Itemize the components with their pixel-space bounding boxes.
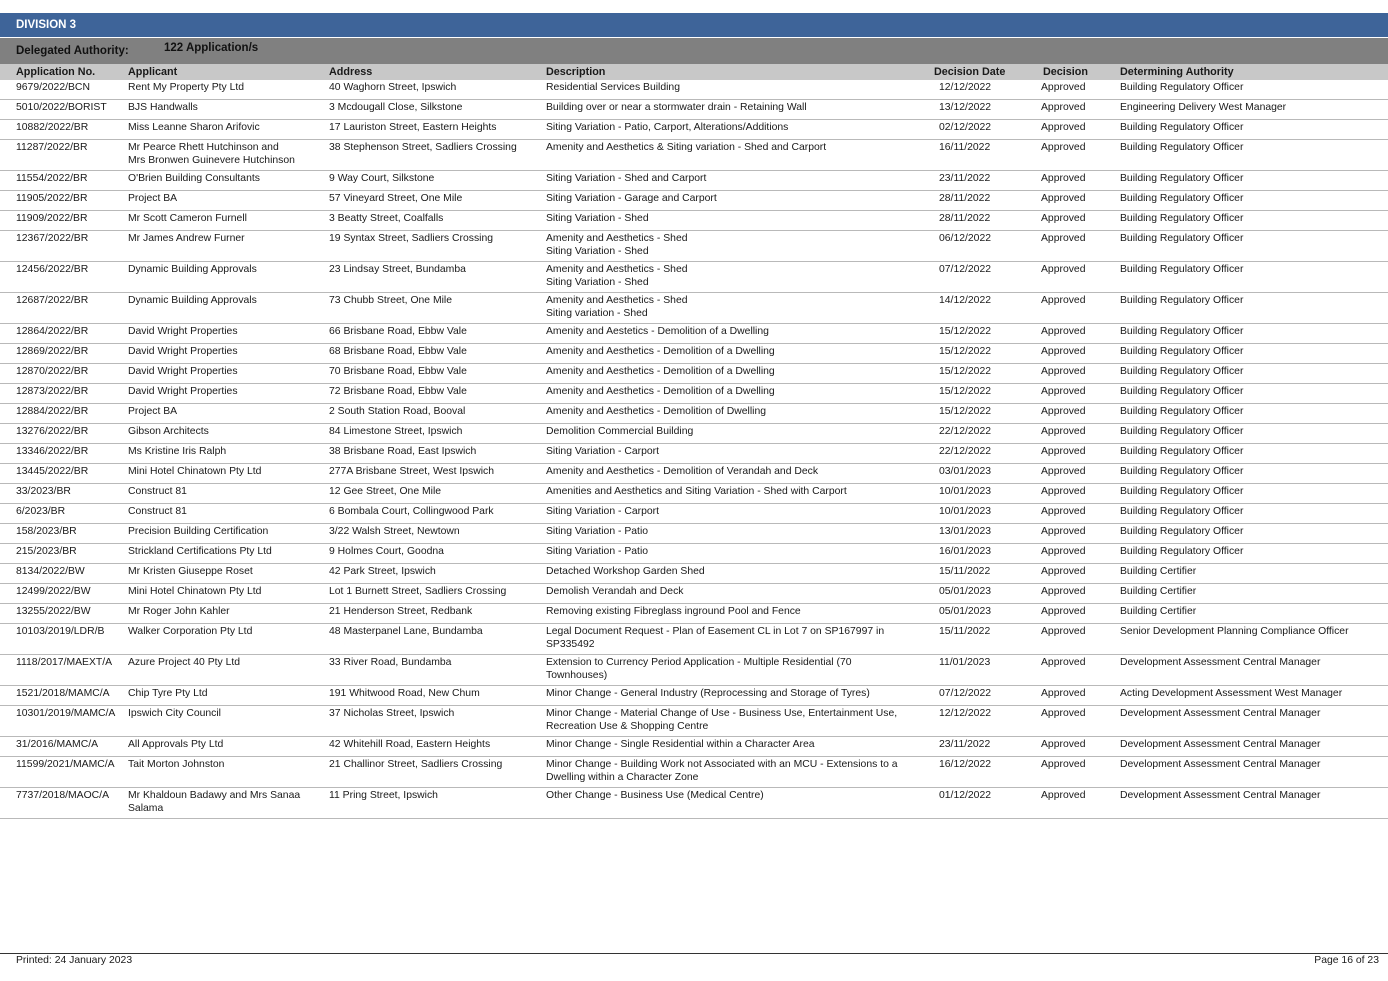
cell-address: 3 Mcdougall Close, Silkstone (329, 102, 463, 113)
cell-description: Siting Variation - Patio (546, 526, 649, 537)
cell-description: Siting Variation - Patio (546, 546, 649, 557)
cell-applicant: Gibson Architects (128, 426, 209, 437)
cell-application-no: 13255/2022/BW (16, 606, 91, 617)
cell-decision-date: 16/01/2023 (939, 546, 992, 557)
cell-application-no: 10103/2019/LDR/B (16, 626, 105, 637)
table-row (0, 404, 1388, 424)
cell-address: 73 Chubb Street, One Mile (329, 295, 453, 306)
cell-application-no: 5010/2022/BORIST (16, 102, 107, 113)
cell-description: Extension to Currency Period Application - Multiple Residential (70 Townhouses) (546, 657, 852, 681)
cell-applicant: Precision Building Certification (128, 526, 269, 537)
cell-decision: Approved (1041, 386, 1086, 397)
table-row (0, 100, 1388, 120)
cell-decision: Approved (1041, 233, 1086, 244)
table-row (0, 424, 1388, 444)
cell-applicant: BJS Handwalls (128, 102, 198, 113)
cell-address: 19 Syntax Street, Sadliers Crossing (329, 233, 494, 244)
cell-application-no: 13276/2022/BR (16, 426, 89, 437)
cell-determining-authority: Building Regulatory Officer (1120, 526, 1244, 537)
table-row (0, 524, 1388, 544)
cell-applicant: Miss Leanne Sharon Arifovic (128, 122, 260, 133)
cell-determining-authority: Building Certifier (1120, 586, 1197, 597)
cell-decision-date: 10/01/2023 (939, 506, 992, 517)
cell-decision: Approved (1041, 326, 1086, 337)
cell-determining-authority: Building Regulatory Officer (1120, 213, 1244, 224)
cell-description: Amenity and Aesthetics - Demolition of Dwelling (546, 406, 767, 417)
cell-decision: Approved (1041, 406, 1086, 417)
table-row (0, 737, 1388, 757)
cell-address: 9 Way Court, Silkstone (329, 173, 435, 184)
cell-description: Siting Variation - Carport (546, 506, 659, 517)
cell-description: Amenity and Aesthetics - Shed Siting Variation - Shed (546, 264, 688, 288)
footer-divider (0, 953, 1388, 954)
table-row (0, 364, 1388, 384)
table-row (0, 564, 1388, 584)
table-row (0, 191, 1388, 211)
cell-decision: Approved (1041, 790, 1086, 801)
cell-determining-authority: Building Regulatory Officer (1120, 386, 1244, 397)
cell-applicant: Strickland Certifications Pty Ltd (128, 546, 272, 557)
cell-application-no: 11909/2022/BR (16, 213, 88, 224)
page-number: Page 16 of 23 (1314, 955, 1379, 966)
cell-decision: Approved (1041, 82, 1086, 93)
col-header-description: Description (546, 66, 606, 78)
cell-decision-date: 10/01/2023 (939, 486, 992, 497)
cell-address: 3 Beatty Street, Coalfalls (329, 213, 444, 224)
cell-determining-authority: Building Regulatory Officer (1120, 426, 1244, 437)
cell-applicant: Project BA (128, 193, 178, 204)
cell-determining-authority: Building Regulatory Officer (1120, 446, 1244, 457)
cell-decision: Approved (1041, 739, 1086, 750)
cell-decision: Approved (1041, 566, 1086, 577)
table-row (0, 686, 1388, 706)
cell-description: Amenities and Aesthetics and Siting Variation - Shed with Carport (546, 486, 847, 497)
cell-decision: Approved (1041, 586, 1086, 597)
table-row (0, 211, 1388, 231)
cell-description: Building over or near a stormwater drain - Retaining Wall (546, 102, 807, 113)
cell-application-no: 12869/2022/BR (16, 346, 89, 357)
cell-application-no: 13346/2022/BR (16, 446, 89, 457)
cell-address: 48 Masterpanel Lane, Bundamba (329, 626, 483, 637)
cell-application-no: 9679/2022/BCN (16, 82, 90, 93)
cell-address: 12 Gee Street, One Mile (329, 486, 442, 497)
cell-address: 42 Park Street, Ipswich (329, 566, 436, 577)
col-header-address: Address (329, 66, 373, 78)
cell-application-no: 1521/2018/MAMC/A (16, 688, 110, 699)
cell-decision: Approved (1041, 466, 1086, 477)
cell-decision-date: 02/12/2022 (939, 122, 992, 133)
table-row (0, 231, 1388, 262)
table-row (0, 262, 1388, 293)
cell-description: Minor Change - Building Work not Associated with an MCU - Extensions to a Dwelling within a Character Zone (546, 759, 898, 783)
cell-applicant: Tait Morton Johnston (128, 759, 225, 770)
cell-application-no: 215/2023/BR (16, 546, 77, 557)
cell-description: Amenity and Aesthetics - Shed Siting variation - Shed (546, 295, 688, 319)
cell-description: Other Change - Business Use (Medical Centre) (546, 790, 764, 801)
cell-description: Residential Services Building (546, 82, 680, 93)
cell-decision: Approved (1041, 626, 1086, 637)
cell-application-no: 8134/2022/BW (16, 566, 85, 577)
cell-applicant: Chip Tyre Pty Ltd (128, 688, 208, 699)
cell-address: 23 Lindsay Street, Bundamba (329, 264, 466, 275)
cell-applicant: Mini Hotel Chinatown Pty Ltd (128, 586, 262, 597)
table-row (0, 384, 1388, 404)
cell-applicant: David Wright Properties (128, 346, 238, 357)
table-row (0, 344, 1388, 364)
cell-applicant: Dynamic Building Approvals (128, 295, 257, 306)
cell-description: Demolish Verandah and Deck (546, 586, 684, 597)
cell-decision: Approved (1041, 295, 1086, 306)
cell-applicant: David Wright Properties (128, 366, 238, 377)
cell-address: 57 Vineyard Street, One Mile (329, 193, 463, 204)
table-row (0, 757, 1388, 788)
cell-address: 17 Lauriston Street, Eastern Heights (329, 122, 497, 133)
cell-address: 6 Bombala Court, Collingwood Park (329, 506, 494, 517)
cell-applicant: Azure Project 40 Pty Ltd (128, 657, 241, 668)
cell-address: 70 Brisbane Road, Ebbw Vale (329, 366, 467, 377)
cell-application-no: 10882/2022/BR (16, 122, 89, 133)
cell-applicant: Project BA (128, 406, 178, 417)
cell-decision: Approved (1041, 486, 1086, 497)
cell-decision-date: 05/01/2023 (939, 586, 992, 597)
cell-decision-date: 12/12/2022 (939, 82, 992, 93)
cell-description: Legal Document Request - Plan of Easement CL in Lot 7 on SP167997 in SP335492 (546, 626, 885, 650)
cell-decision: Approved (1041, 688, 1086, 699)
cell-description: Siting Variation - Garage and Carport (546, 193, 717, 204)
cell-determining-authority: Building Regulatory Officer (1120, 506, 1244, 517)
cell-decision: Approved (1041, 264, 1086, 275)
cell-applicant: All Approvals Pty Ltd (128, 739, 224, 750)
table-row (0, 464, 1388, 484)
cell-decision-date: 28/11/2022 (939, 213, 991, 224)
cell-description: Amenity and Aesthetics - Demolition of a Dwelling (546, 346, 775, 357)
table-row (0, 604, 1388, 624)
cell-decision-date: 03/01/2023 (939, 466, 992, 477)
cell-description: Siting Variation - Shed and Carport (546, 173, 707, 184)
cell-determining-authority: Building Regulatory Officer (1120, 233, 1244, 244)
table-row (0, 504, 1388, 524)
division-heading: DIVISION 3 (0, 13, 1388, 37)
cell-decision-date: 15/11/2022 (939, 566, 991, 577)
cell-application-no: 12873/2022/BR (16, 386, 89, 397)
cell-determining-authority: Building Regulatory Officer (1120, 122, 1244, 133)
col-header-determining-authority: Determining Authority (1120, 66, 1234, 78)
cell-description: Minor Change - General Industry (Reprocessing and Storage of Tyres) (546, 688, 870, 699)
col-header-application-no: Application No. (16, 66, 96, 78)
cell-applicant: Mr Khaldoun Badawy and Mrs Sanaa Salama (128, 790, 301, 814)
cell-address: 72 Brisbane Road, Ebbw Vale (329, 386, 467, 397)
cell-address: 21 Henderson Street, Redbank (329, 606, 473, 617)
cell-determining-authority: Building Regulatory Officer (1120, 326, 1244, 337)
printed-date: Printed: 24 January 2023 (16, 955, 133, 966)
cell-decision-date: 07/12/2022 (939, 688, 992, 699)
cell-description: Demolition Commercial Building (546, 426, 694, 437)
cell-application-no: 11287/2022/BR (16, 142, 88, 153)
cell-determining-authority: Building Regulatory Officer (1120, 486, 1244, 497)
cell-applicant: Mini Hotel Chinatown Pty Ltd (128, 466, 262, 477)
cell-determining-authority: Building Regulatory Officer (1120, 295, 1244, 306)
cell-application-no: 12499/2022/BW (16, 586, 91, 597)
cell-applicant: Dynamic Building Approvals (128, 264, 257, 275)
cell-applicant: Mr Kristen Giuseppe Roset (128, 566, 253, 577)
table-row (0, 80, 1388, 100)
cell-decision-date: 28/11/2022 (939, 193, 991, 204)
cell-decision: Approved (1041, 657, 1086, 668)
cell-application-no: 11905/2022/BR (16, 193, 88, 204)
table-row (0, 706, 1388, 737)
cell-application-no: 12456/2022/BR (16, 264, 89, 275)
cell-application-no: 12870/2022/BR (16, 366, 89, 377)
cell-determining-authority: Building Regulatory Officer (1120, 406, 1244, 417)
cell-decision: Approved (1041, 446, 1086, 457)
cell-decision: Approved (1041, 142, 1086, 153)
cell-applicant: Walker Corporation Pty Ltd (128, 626, 253, 637)
cell-application-no: 12884/2022/BR (16, 406, 89, 417)
table-row (0, 324, 1388, 344)
cell-decision-date: 13/01/2023 (939, 526, 992, 537)
delegated-authority-bar (0, 38, 1388, 64)
table-row (0, 624, 1388, 655)
cell-description: Detached Workshop Garden Shed (546, 566, 705, 577)
cell-decision: Approved (1041, 759, 1086, 770)
cell-decision: Approved (1041, 102, 1086, 113)
cell-determining-authority: Acting Development Assessment West Manager (1120, 688, 1343, 699)
cell-decision-date: 05/01/2023 (939, 606, 992, 617)
cell-decision: Approved (1041, 122, 1086, 133)
cell-decision-date: 15/12/2022 (939, 406, 992, 417)
col-header-applicant: Applicant (128, 66, 178, 78)
cell-description: Amenity and Aesthetics - Demolition of a Dwelling (546, 386, 775, 397)
application-count: 122 Application/s (164, 42, 259, 54)
cell-decision: Approved (1041, 546, 1086, 557)
cell-decision-date: 12/12/2022 (939, 708, 992, 719)
cell-description: Amenity and Aesthetics - Shed Siting Variation - Shed (546, 233, 688, 257)
cell-description: Siting Variation - Patio, Carport, Alterations/Additions (546, 122, 789, 133)
cell-applicant: Mr Scott Cameron Furnell (128, 213, 247, 224)
cell-decision-date: 23/11/2022 (939, 173, 991, 184)
cell-address: 84 Limestone Street, Ipswich (329, 426, 463, 437)
cell-address: 42 Whitehill Road, Eastern Heights (329, 739, 491, 750)
cell-application-no: 12367/2022/BR (16, 233, 89, 244)
cell-applicant: David Wright Properties (128, 326, 238, 337)
cell-decision-date: 07/12/2022 (939, 264, 992, 275)
table-row (0, 293, 1388, 324)
cell-address: 11 Pring Street, Ipswich (329, 790, 438, 801)
col-header-decision-date: Decision Date (934, 66, 1006, 78)
cell-determining-authority: Development Assessment Central Manager (1120, 739, 1321, 750)
cell-decision-date: 22/12/2022 (939, 446, 992, 457)
cell-address: 21 Challinor Street, Sadliers Crossing (329, 759, 503, 770)
cell-description: Amenity and Aestetics - Demolition of a Dwelling (546, 326, 769, 337)
cell-application-no: 1118/2017/MAEXT/A (16, 657, 113, 668)
col-header-decision: Decision (1043, 66, 1089, 78)
cell-decision-date: 16/12/2022 (939, 759, 992, 770)
cell-application-no: 12864/2022/BR (16, 326, 89, 337)
cell-applicant: Mr James Andrew Furner (128, 233, 245, 244)
cell-applicant: Ms Kristine Iris Ralph (128, 446, 227, 457)
cell-decision-date: 01/12/2022 (939, 790, 992, 801)
cell-application-no: 12687/2022/BR (16, 295, 89, 306)
cell-decision-date: 15/12/2022 (939, 386, 992, 397)
cell-determining-authority: Senior Development Planning Compliance Officer (1120, 626, 1349, 637)
table-row (0, 584, 1388, 604)
cell-decision-date: 14/12/2022 (939, 295, 992, 306)
cell-decision: Approved (1041, 426, 1086, 437)
cell-description: Minor Change - Material Change of Use - Business Use, Entertainment Use, Recreation Use & Shopping Centre (546, 708, 898, 732)
applications-table-body (0, 80, 1388, 819)
cell-application-no: 33/2023/BR (16, 486, 71, 497)
cell-decision-date: 15/11/2022 (939, 626, 991, 637)
cell-determining-authority: Development Assessment Central Manager (1120, 759, 1321, 770)
cell-decision: Approved (1041, 193, 1086, 204)
cell-application-no: 31/2016/MAMC/A (16, 739, 99, 750)
cell-application-no: 11599/2021/MAMC/A (16, 759, 115, 770)
cell-decision: Approved (1041, 213, 1086, 224)
cell-description: Siting Variation - Carport (546, 446, 659, 457)
cell-application-no: 158/2023/BR (16, 526, 77, 537)
cell-applicant: Rent My Property Pty Ltd (128, 82, 245, 93)
table-header (0, 64, 1388, 80)
cell-address: 277A Brisbane Street, West Ipswich (329, 466, 494, 477)
cell-decision-date: 15/12/2022 (939, 346, 992, 357)
cell-decision: Approved (1041, 506, 1086, 517)
table-row (0, 655, 1388, 686)
table-row (0, 120, 1388, 140)
cell-determining-authority: Building Regulatory Officer (1120, 346, 1244, 357)
cell-determining-authority: Building Certifier (1120, 566, 1197, 577)
cell-applicant: Ipswich City Council (128, 708, 221, 719)
cell-decision: Approved (1041, 366, 1086, 377)
cell-decision-date: 11/01/2023 (939, 657, 991, 668)
cell-address: 38 Brisbane Road, East Ipswich (329, 446, 477, 457)
cell-description: Amenity and Aesthetics - Demolition of a Dwelling (546, 366, 775, 377)
cell-applicant: David Wright Properties (128, 386, 238, 397)
cell-decision: Approved (1041, 606, 1086, 617)
cell-determining-authority: Engineering Delivery West Manager (1120, 102, 1287, 113)
table-row (0, 544, 1388, 564)
cell-address: Lot 1 Burnett Street, Sadliers Crossing (329, 586, 507, 597)
cell-address: 66 Brisbane Road, Ebbw Vale (329, 326, 467, 337)
cell-applicant: Construct 81 (128, 506, 187, 517)
cell-decision: Approved (1041, 708, 1086, 719)
cell-decision-date: 23/11/2022 (939, 739, 991, 750)
cell-determining-authority: Building Regulatory Officer (1120, 546, 1244, 557)
cell-description: Removing existing Fibreglass inground Pool and Fence (546, 606, 801, 617)
cell-applicant: Mr Roger John Kahler (128, 606, 230, 617)
table-row (0, 788, 1388, 819)
cell-application-no: 10301/2019/MAMC/A (16, 708, 116, 719)
cell-address: 2 South Station Road, Booval (329, 406, 466, 417)
cell-applicant: Mr Pearce Rhett Hutchinson and Mrs Bronwen Guinevere Hutchinson (128, 142, 295, 166)
cell-determining-authority: Building Regulatory Officer (1120, 142, 1244, 153)
cell-determining-authority: Building Regulatory Officer (1120, 193, 1244, 204)
cell-determining-authority: Development Assessment Central Manager (1120, 790, 1321, 801)
cell-address: 37 Nicholas Street, Ipswich (329, 708, 455, 719)
cell-determining-authority: Building Certifier (1120, 606, 1197, 617)
cell-description: Amenity and Aesthetics - Demolition of Verandah and Deck (546, 466, 819, 477)
cell-determining-authority: Development Assessment Central Manager (1120, 708, 1321, 719)
table-row (0, 444, 1388, 464)
cell-determining-authority: Development Assessment Central Manager (1120, 657, 1321, 668)
cell-application-no: 13445/2022/BR (16, 466, 89, 477)
cell-decision-date: 22/12/2022 (939, 426, 992, 437)
cell-decision-date: 15/12/2022 (939, 366, 992, 377)
cell-address: 68 Brisbane Road, Ebbw Vale (329, 346, 467, 357)
cell-determining-authority: Building Regulatory Officer (1120, 173, 1244, 184)
cell-decision-date: 06/12/2022 (939, 233, 992, 244)
cell-application-no: 11554/2022/BR (16, 173, 88, 184)
cell-decision: Approved (1041, 346, 1086, 357)
cell-application-no: 7737/2018/MAOC/A (16, 790, 109, 801)
cell-description: Amenity and Aesthetics & Siting variation - Shed and Carport (546, 142, 827, 153)
table-row (0, 484, 1388, 504)
cell-determining-authority: Building Regulatory Officer (1120, 264, 1244, 275)
cell-decision: Approved (1041, 526, 1086, 537)
cell-applicant: Construct 81 (128, 486, 187, 497)
cell-decision-date: 13/12/2022 (939, 102, 992, 113)
cell-applicant: O'Brien Building Consultants (128, 173, 260, 184)
cell-address: 191 Whitwood Road, New Chum (329, 688, 480, 699)
cell-address: 38 Stephenson Street, Sadliers Crossing (329, 142, 517, 153)
cell-decision-date: 15/12/2022 (939, 326, 992, 337)
table-row (0, 171, 1388, 191)
cell-application-no: 6/2023/BR (16, 506, 66, 517)
cell-determining-authority: Building Regulatory Officer (1120, 82, 1244, 93)
delegated-authority-label: Delegated Authority: (16, 45, 129, 57)
cell-address: 3/22 Walsh Street, Newtown (329, 526, 460, 537)
cell-description: Minor Change - Single Residential within a Character Area (546, 739, 815, 750)
cell-determining-authority: Building Regulatory Officer (1120, 466, 1244, 477)
cell-address: 9 Holmes Court, Goodna (329, 546, 444, 557)
cell-decision: Approved (1041, 173, 1086, 184)
cell-address: 40 Waghorn Street, Ipswich (329, 82, 457, 93)
cell-decision-date: 16/11/2022 (939, 142, 991, 153)
table-row (0, 140, 1388, 171)
cell-address: 33 River Road, Bundamba (329, 657, 452, 668)
cell-determining-authority: Building Regulatory Officer (1120, 366, 1244, 377)
cell-description: Siting Variation - Shed (546, 213, 649, 224)
